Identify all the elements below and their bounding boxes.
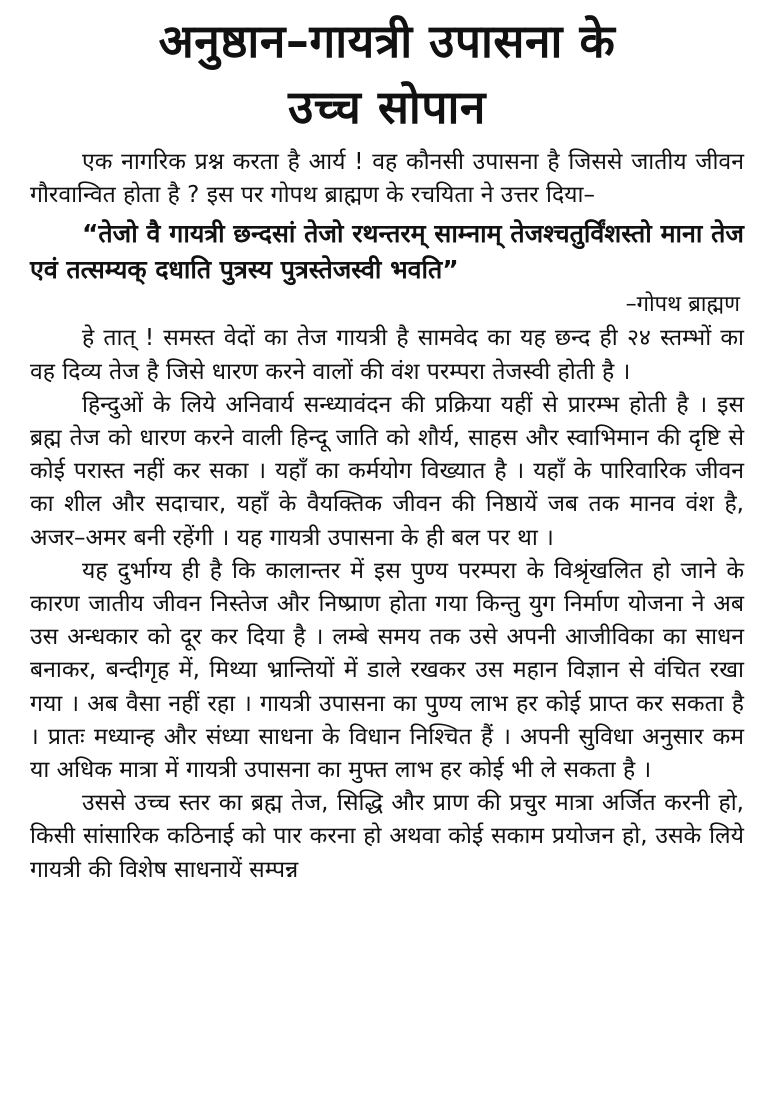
- page-title: [30, 8, 744, 140]
- title-line-1: अनुष्ठान–गायत्री उपासना के: [158, 14, 616, 68]
- sanskrit-quote: “तेजो वै गायत्री छन्दसां तेजो रथन्तरम् साम्नाम् तेजश्चतुर्विंशस्तो माना तेज एवं तत्सम्यक् दधाति पुत्रस्य पुत्रस्तेजस्वी भवति”: [30, 219, 744, 285]
- body-paragraph-2: हिन्दुओं के लिये अनिवार्य सन्ध्यावंदन की प्रक्रिया यहीं से प्रारम्भ होती है । इस ब्रह्म तेज को धारण करने वाली हिन्दू जाति को शौर्य, साहस और स्वाभिमान की दृष्टि से कोई परास्त नहीं कर सका । यहाँ का कर्मयोग विख्यात है । यहाँ के पारिवारिक जीवन का शील और सदाचार, यहाँ के वैयक्तिक जीवन की निष्ठायें जब तक मानव वंश है, अजर–अमर बनी रहेंगी । यह गायत्री उपासना के ही बल पर था ।: [30, 391, 744, 551]
- body-paragraph-4: उससे उच्च स्तर का ब्रह्म तेज, सिद्धि और प्राण की प्रचुर मात्रा अर्जित करनी हो, किसी सांसारिक कठिनाई को पार करना हो अथवा कोई सकाम प्रयोजन हो, उसके लिये गायत्री की विशेष साधनायें सम्पन्न: [30, 790, 744, 883]
- title-line-2: उच्च सोपान: [288, 80, 486, 134]
- intro-paragraph: एक नागरिक प्रश्न करता है आर्य ! वह कौनसी उपासना है जिससे जातीय जीवन गौरवान्वित होता है ? इस पर गोपथ ब्राह्मण के रचयिता ने उत्तर दिया–: [30, 149, 744, 209]
- body-paragraph-3: यह दुर्भाग्य ही है कि कालान्तर में इस पुण्य परम्परा के विश्रृंखलित हो जाने के कारण जातीय जीवन निस्तेज और निष्प्राण होता गया किन्तु युग निर्माण योजना ने अब उस अन्धकार को दूर कर दिया है । लम्बे समय तक उसे अपनी आजीविका का साधन बनाकर, बन्दीगृह में, मिथ्या भ्रान्तियों में डाले रखकर उस महान विज्ञान से वंचित रखा गया । अब वैसा नहीं रहा । गायत्री उपासना का पुण्य लाभ हर कोई प्राप्त कर सकता है । प्रातः मध्यान्ह और संध्या साधना के विधान निश्चित हैं । अपनी सुविधा अनुसार कम या अधिक मात्रा में गायत्री उपासना का मुफ्त लाभ हर कोई भी ले सकता है ।: [30, 557, 744, 784]
- body-paragraph-1: हे तात् ! समस्त वेदों का तेज गायत्री है सामवेद का यह छन्द ही २४ स्तम्भों का वह दिव्य तेज है जिसे धारण करने वालों की वंश परम्परा तेजस्वी होती है ।: [30, 325, 744, 385]
- quote-source: –गोपथ ब्राह्मण: [625, 292, 740, 318]
